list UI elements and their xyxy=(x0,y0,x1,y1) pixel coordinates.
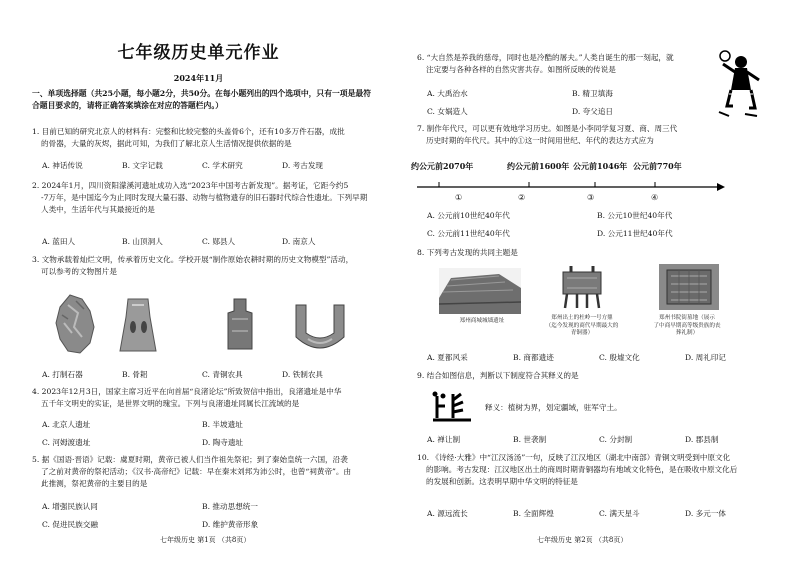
q6-line: 注定要与各种各样的自然灾害共存。如图所反映的传说是 xyxy=(426,64,616,74)
q7-options xyxy=(427,210,767,240)
bronze-farm-tool-image[interactable] xyxy=(224,297,256,355)
option-a[interactable]: A. 增强民族认同 xyxy=(42,502,98,511)
question-10 xyxy=(417,452,789,487)
option-d[interactable]: D. 南京人 xyxy=(282,237,316,246)
option-c[interactable]: C. 促进民族交融 xyxy=(42,519,98,529)
q5-line: 5. 据《国语·晋语》记载：虞夏时期，黄帝已被人们当作祖先祭祀；到了秦始皇统一六国，沿袭 xyxy=(32,455,348,464)
option-c[interactable]: C. 河姆渡遗址 xyxy=(42,437,91,447)
option-c[interactable]: C. 女娲造人 xyxy=(427,106,468,116)
q2-line: -7万年，是中国迄今为止同时发现大量石器、动物与植物遗存的旧石器时代综合性遗址。下列早期 xyxy=(41,192,368,202)
q5-line: 此推测，祭祀黄帝的主要目的是 xyxy=(41,478,148,488)
chipped-stone-tool-image[interactable] xyxy=(54,293,96,355)
option-b[interactable]: B. 精卫填海 xyxy=(572,89,613,98)
option-a[interactable]: A. 源远流长 xyxy=(427,509,468,518)
question-5 xyxy=(32,454,384,489)
question-8 xyxy=(417,247,717,259)
option-b[interactable]: B. 全面辉煌 xyxy=(513,509,554,518)
option-c[interactable]: C. 殷墟文化 xyxy=(599,353,640,362)
option-d[interactable]: D. 夸父追日 xyxy=(572,106,614,116)
option-a[interactable]: A. 大禹治水 xyxy=(427,89,468,98)
option-b[interactable]: B. 半坡遗址 xyxy=(202,420,243,429)
q5-line: 了之前对黄帝的祭祀活动；《汉书·高帝纪》记载：早在秦末刘邦为沛公时，也曾“祠黄帝”。由 xyxy=(41,466,352,476)
timeline-label: 公元前770年 xyxy=(633,161,682,171)
q4-line: 4. 2023年12月3日，国家主席习近平在向首届“良渚论坛”所致贺信中指出，良渚遗址是中华 xyxy=(32,387,342,396)
q8-line: 8. 下列考古发现的共同主题是 xyxy=(417,248,518,257)
option-b[interactable]: B. 推动思想统一 xyxy=(202,502,258,511)
q4-options xyxy=(42,419,362,449)
option-c[interactable]: C. 青铜农具 xyxy=(202,370,243,379)
character-explanation: 释义：植树为界，划定疆域，驻军守土。 xyxy=(485,403,622,412)
option-a[interactable]: A. 北京人遗址 xyxy=(42,420,91,429)
q9-line: 9. 结合如图信息，判断以下制度符合其释义的是 xyxy=(417,371,579,380)
option-d[interactable]: D. 周礼印记 xyxy=(685,353,727,362)
image-caption: 郑州商城城墙遗址 xyxy=(459,318,505,324)
oracle-bone-character-image[interactable] xyxy=(431,390,473,424)
q3-line: 3. 文物承载着灿烂文明，传承着历史文化。学校开展“制作原始农耕时期的历史文物模型”活动， xyxy=(32,255,354,264)
option-a[interactable]: A. 神话传说 xyxy=(42,161,83,170)
option-d[interactable]: D. 维护黄帝形象 xyxy=(202,519,259,529)
q1-options xyxy=(42,160,362,172)
q9-options xyxy=(427,434,771,446)
exam-date: 2024年11月 xyxy=(173,73,224,83)
option-c[interactable]: C. 满天星斗 xyxy=(599,509,640,518)
timeline-label: 公元前1046年 xyxy=(573,161,628,171)
option-b[interactable]: B. 山顶洞人 xyxy=(122,237,163,246)
q10-line: 的影响。考古发现：江汉地区出土的商周时期青铜器均有地域文化特色，是在吸收中原文化后 xyxy=(426,464,738,474)
option-c[interactable]: C. 公元前11世纪40年代 xyxy=(427,228,510,238)
q6-line: 6. “大自然是养我的慈母，同时也是冷酷的屠夫。”人类自诞生的那一刻起，就 xyxy=(417,53,674,62)
question-4 xyxy=(32,386,384,410)
bone-spade-image[interactable] xyxy=(118,297,158,355)
option-b[interactable]: B. 世袭制 xyxy=(513,435,547,444)
option-a[interactable]: A. 公元前10世纪40年代 xyxy=(427,211,510,220)
q1-line: 1. 目前已知的研究北京人的材料有：完整和比较完整的头盖骨6个，还有10多万件石器，成批 xyxy=(32,127,345,136)
page-footer: 七年级历史 第1页 （共8页） xyxy=(160,536,251,544)
iron-farm-tool-image[interactable] xyxy=(292,303,348,353)
option-d[interactable]: D. 考古发现 xyxy=(282,161,324,170)
exam-page-2 xyxy=(397,0,794,561)
timeline-axis xyxy=(417,180,727,194)
question-9 xyxy=(417,370,717,382)
q2-options xyxy=(42,236,362,248)
image-caption: 郑州出土的杜岭一号方鼎 （迄今发现的商代早期最大的 青铜器） xyxy=(545,315,619,337)
option-d[interactable]: D. 铁制农具 xyxy=(282,370,324,379)
city-wall-ruins-image[interactable] xyxy=(439,268,521,314)
q6-options xyxy=(427,88,717,118)
option-c[interactable]: C. 分封制 xyxy=(599,435,633,444)
option-a[interactable]: A. 打制石器 xyxy=(42,370,83,379)
option-a[interactable]: A. 夏都风采 xyxy=(427,353,468,362)
option-c[interactable]: C. 郧县人 xyxy=(202,237,236,246)
option-d[interactable]: D. 陶寺遗址 xyxy=(202,437,244,447)
option-b[interactable]: B. 文字记载 xyxy=(122,161,163,170)
bronze-ding-image[interactable] xyxy=(557,264,607,310)
q10-line: 的发展和创新。这表明早期中华文明的特征是 xyxy=(426,476,578,486)
question-2 xyxy=(32,180,384,215)
option-d[interactable]: D. 郡县制 xyxy=(685,435,719,444)
q8-options xyxy=(427,352,771,364)
image-caption: 郑州书院街墓地（展示 了中商早期高等级贵族的丧 葬礼制） xyxy=(653,315,721,337)
question-7 xyxy=(417,123,777,147)
timeline-mark: ② xyxy=(518,193,526,202)
q5-options xyxy=(42,501,362,531)
option-b[interactable]: B. 骨耜 xyxy=(122,370,148,379)
timeline-mark: ① xyxy=(455,193,463,202)
timeline-mark: ③ xyxy=(587,193,595,202)
option-a[interactable]: A. 禅让制 xyxy=(427,435,461,444)
timeline-label: 约公元前2070年 xyxy=(411,161,474,171)
q4-line: 五千年文明史的实证，是世界文明的瑰宝。下列与良渚遗址同属长江流域的是 xyxy=(41,398,300,408)
q2-line: 2. 2024年1月，四川资阳濛溪河遗址成功入选“2023年中国考古新发现”。据考证，它距今约5 xyxy=(32,181,349,190)
q3-options xyxy=(42,369,362,381)
q10-line: 10. 《诗经·大雅》中“江汉汤汤”一句，反映了江汉地区（湖北中南部）青铜文明受到中原文化 xyxy=(417,453,731,462)
option-d[interactable]: D. 多元一体 xyxy=(685,509,727,518)
q10-options xyxy=(427,508,771,520)
exam-title: 七年级历史单元作业 xyxy=(117,43,280,63)
q1-line: 的骨器，大量的灰烬，据此可知，为我们了解北京人生活情况提供依据的是 xyxy=(41,138,292,148)
option-b[interactable]: B. 公元10世纪40年代 xyxy=(597,211,673,220)
question-1 xyxy=(32,126,382,150)
section-heading: 一、单项选择题（共25小题，每小题2分，共50分。在每小题列出的四个选项中，只有一项是最符合题目要求的，请将正确答案填涂在对应的答题栏内。） xyxy=(32,89,371,111)
option-c[interactable]: C. 学术研究 xyxy=(202,161,243,170)
q7-line: 历史时期的年代尺。其中的①这一时间用世纪、年代的表达方式应为 xyxy=(426,135,654,145)
q7-line: 7. 制作年代尺，可以更有效地学习历史。如图是小李同学复习夏、商、周三代 xyxy=(417,124,678,133)
q3-line: 可以参考的文物图片是 xyxy=(41,266,117,276)
tomb-site-image[interactable] xyxy=(659,264,719,310)
page-footer: 七年级历史 第2页 （共8页） xyxy=(537,536,628,544)
option-b[interactable]: B. 商都遗迹 xyxy=(513,353,554,362)
legend-figure-image[interactable] xyxy=(715,50,761,120)
timeline-label: 约公元前1600年 xyxy=(507,161,570,171)
timeline-mark: ④ xyxy=(651,193,659,202)
question-3 xyxy=(32,254,384,278)
option-d[interactable]: D. 公元11世纪40年代 xyxy=(597,228,673,238)
q2-line: 人类中，生活年代与其最接近的是 xyxy=(41,204,155,214)
question-6 xyxy=(417,52,717,76)
option-a[interactable]: A. 蓝田人 xyxy=(42,237,76,246)
